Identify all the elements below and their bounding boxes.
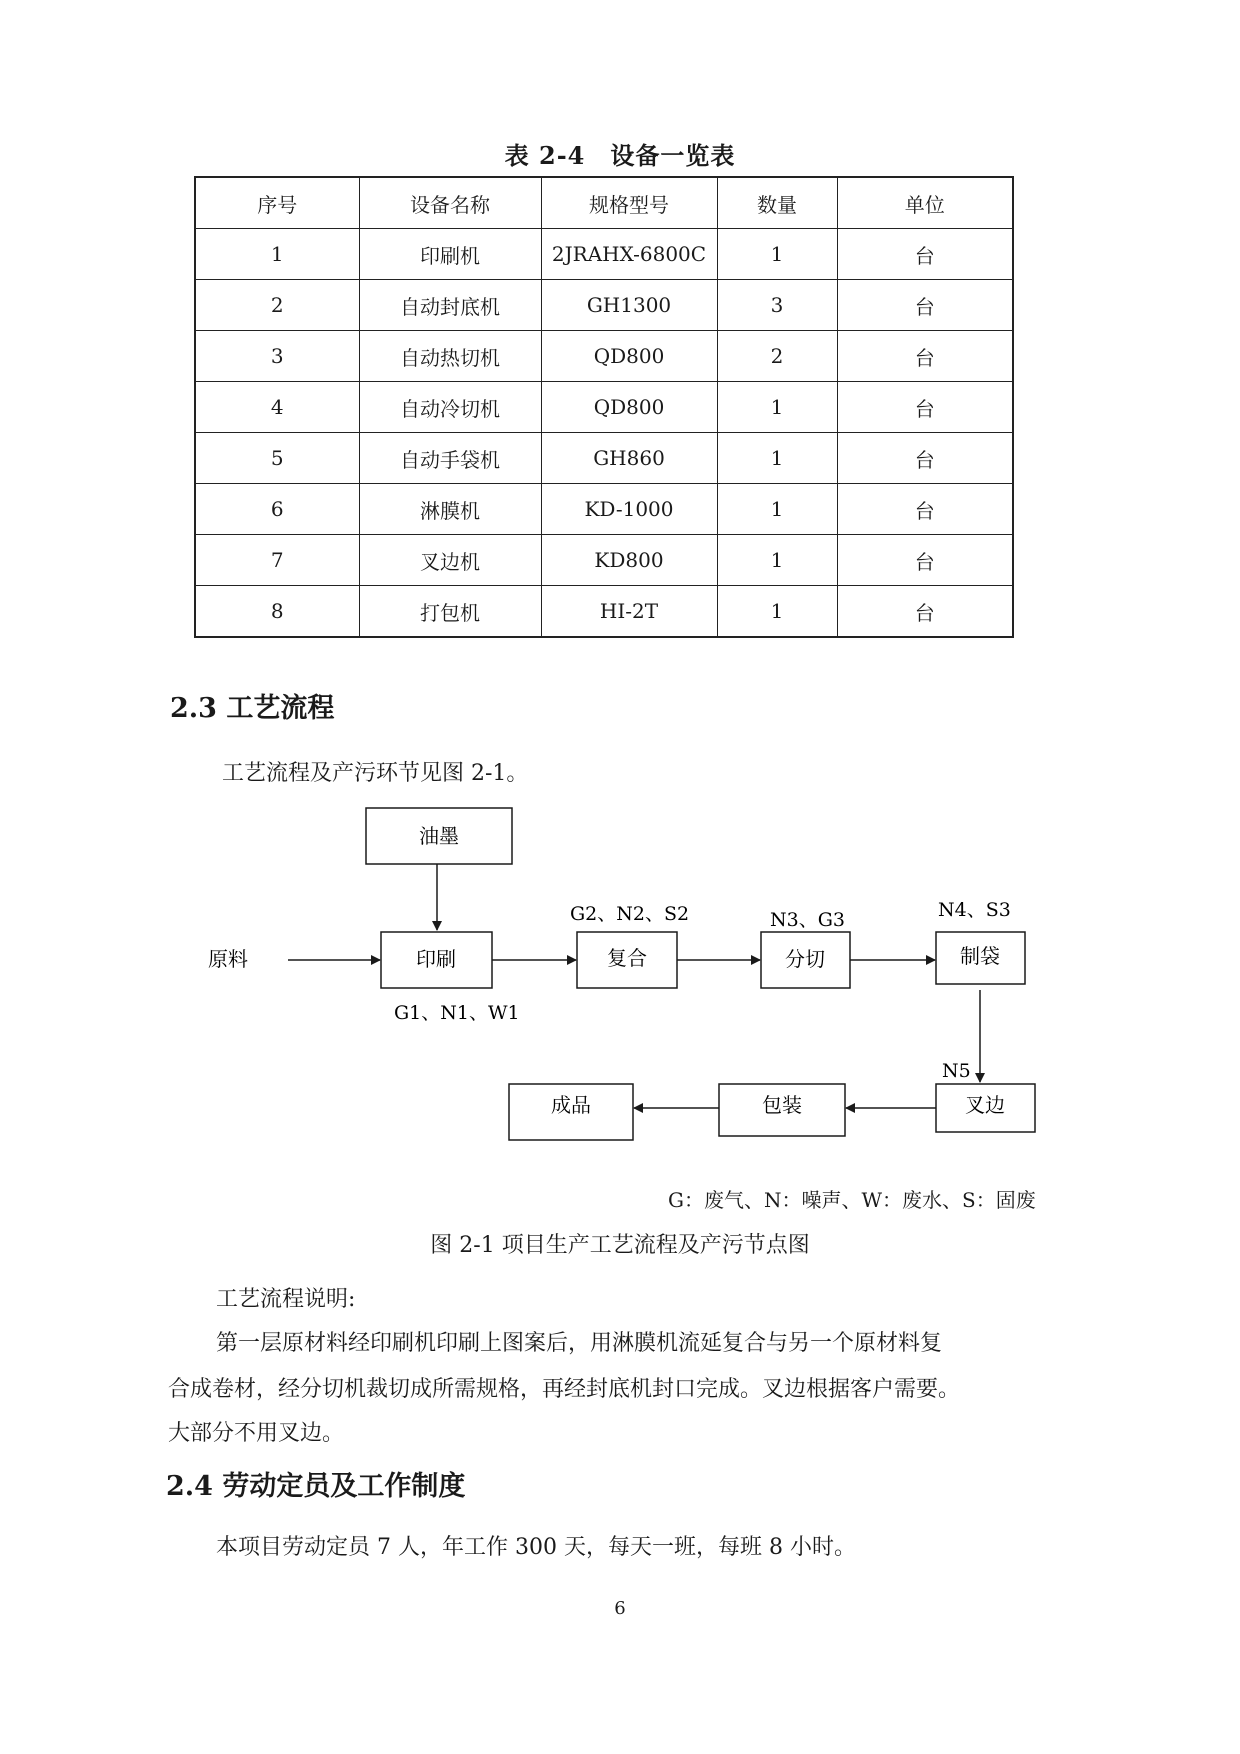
cell-model: GH860 (541, 433, 717, 484)
cell-name: 自动封底机 (359, 280, 541, 331)
section-2-3-heading: 2.3 工艺流程 (170, 693, 335, 724)
cell-index: 5 (195, 433, 359, 484)
cell-index: 8 (195, 586, 359, 638)
cell-index: 3 (195, 331, 359, 382)
cell-name: 自动手袋机 (359, 433, 541, 484)
section-2-4-text: 本项目劳动定员 7 人，年工作 300 天，每天一班，每班 8 小时。 (216, 1535, 856, 1560)
process-desc-line2: 合成卷材，经分切机裁切成所需规格，再经封底机封口完成。叉边根据客户需要。 (168, 1377, 961, 1402)
flow-ink-label: 油墨 (419, 824, 459, 848)
flow-fork-emission-label: N5 (942, 1060, 971, 1082)
section-2-3-intro: 工艺流程及产污环节见图 2-1。 (222, 761, 529, 786)
cell-name: 打包机 (359, 586, 541, 638)
cell-model: QD800 (541, 331, 717, 382)
flow-bag-label: 制袋 (960, 944, 1000, 968)
cell-quantity: 1 (717, 586, 837, 638)
cell-model: HI-2T (541, 586, 717, 638)
flow-composite-emission-label: G2、N2、S2 (570, 903, 690, 925)
flow-raw-label: 原料 (208, 947, 248, 971)
section-2-4-heading: 2.4 劳动定员及工作制度 (166, 1471, 466, 1502)
page-number: 6 (614, 1598, 626, 1619)
cell-index: 2 (195, 280, 359, 331)
cell-index: 4 (195, 382, 359, 433)
cell-model: QD800 (541, 382, 717, 433)
header-model: 规格型号 (541, 177, 717, 229)
cell-quantity: 1 (717, 229, 837, 280)
header-name: 设备名称 (359, 177, 541, 229)
flow-slit-emission-label: N3、G3 (770, 909, 845, 931)
cell-unit: 台 (837, 229, 1013, 280)
flow-product-label: 成品 (551, 1093, 591, 1117)
flow-pack-label: 包装 (762, 1093, 802, 1117)
cell-unit: 台 (837, 586, 1013, 638)
flow-fork-label: 叉边 (965, 1093, 1005, 1117)
header-index: 序号 (195, 177, 359, 229)
cell-model: KD-1000 (541, 484, 717, 535)
figure-caption: 图 2-1 项目生产工艺流程及产污节点图 (430, 1233, 810, 1258)
cell-quantity: 3 (717, 280, 837, 331)
cell-unit: 台 (837, 433, 1013, 484)
cell-index: 6 (195, 484, 359, 535)
cell-model: 2JRAHX-6800C (541, 229, 717, 280)
flow-bag-emission-label: N4、S3 (938, 899, 1011, 921)
cell-quantity: 1 (717, 535, 837, 586)
process-desc-title: 工艺流程说明: (216, 1287, 356, 1312)
cell-unit: 台 (837, 535, 1013, 586)
cell-index: 1 (195, 229, 359, 280)
cell-model: GH1300 (541, 280, 717, 331)
header-quantity: 数量 (717, 177, 837, 229)
cell-quantity: 2 (717, 331, 837, 382)
flow-print-label: 印刷 (416, 947, 456, 971)
cell-name: 自动热切机 (359, 331, 541, 382)
cell-model: KD800 (541, 535, 717, 586)
cell-quantity: 1 (717, 433, 837, 484)
cell-quantity: 1 (717, 382, 837, 433)
cell-name: 自动冷切机 (359, 382, 541, 433)
cell-name: 淋膜机 (359, 484, 541, 535)
cell-unit: 台 (837, 280, 1013, 331)
cell-index: 7 (195, 535, 359, 586)
cell-quantity: 1 (717, 484, 837, 535)
cell-name: 叉边机 (359, 535, 541, 586)
table-caption: 表 2-4 设备一览表 (504, 141, 736, 170)
flow-legend: G：废气、N：噪声、W：废水、S：固废 (668, 1188, 1036, 1212)
flow-slit-label: 分切 (785, 947, 825, 971)
process-desc-line1: 第一层原材料经印刷机印刷上图案后，用淋膜机流延复合与另一个原材料复 (216, 1331, 943, 1356)
cell-unit: 台 (837, 382, 1013, 433)
process-desc-line3: 大部分不用叉边。 (168, 1421, 345, 1446)
header-unit: 单位 (837, 177, 1013, 229)
cell-unit: 台 (837, 484, 1013, 535)
flow-print-emission-label: G1、N1、W1 (394, 1002, 520, 1024)
flow-composite-label: 复合 (607, 946, 647, 970)
cell-name: 印刷机 (359, 229, 541, 280)
cell-unit: 台 (837, 331, 1013, 382)
